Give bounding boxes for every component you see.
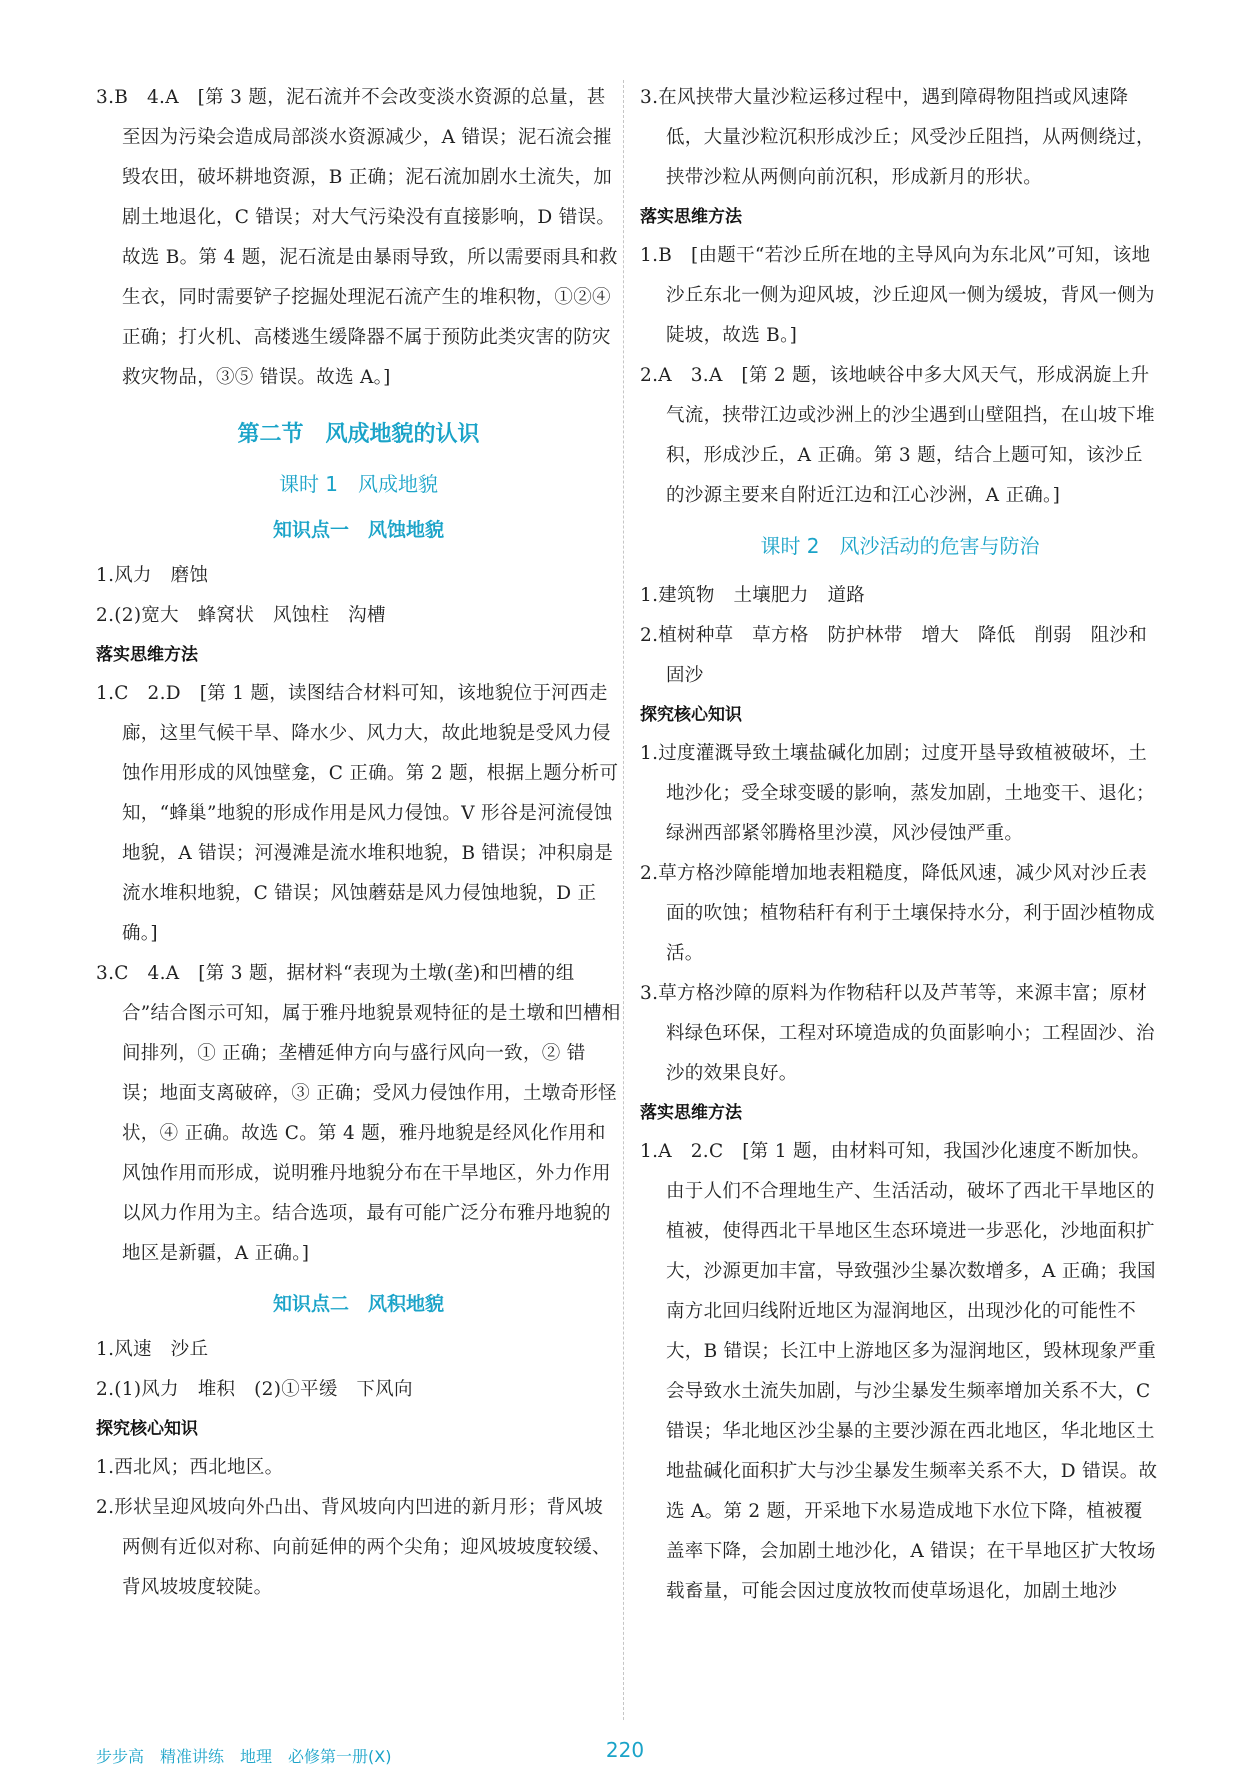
answer-paragraph: 1.B [由题干“若沙丘所在地的主导风向为东北风”可知，该地沙丘东北一侧为迎风坡，沙丘迎风一侧为缓坡，背风一侧为陡坡，故选 B。] [640,245,1155,346]
answer-item: 2.(1)风力 堆积 (2)①平缓 下风向 [96,1379,413,1400]
answer-item: 2.植树种草 草方格 防护林带 增大 降低 削弱 阻沙和固沙 [640,625,1148,686]
answer-item: 1.风力 磨蚀 [96,565,209,586]
page-number: 220 [605,1738,645,1762]
right-column [640,78,1160,1612]
subheading: 落实思维方法 [640,207,742,227]
answer-paragraph: 3.在风挟带大量沙粒运移过程中，遇到障碍物阻挡或风速降低，大量沙粒沉积形成沙丘；风受沙丘阻挡，从两侧绕过，挟带沙粒从两侧向前沉积，形成新月的形状。 [640,87,1155,188]
answer-paragraph: 3.草方格沙障的原料为作物秸秆以及芦苇等，来源丰富；原材料绿色环保，工程对环境造成的负面影响小；工程固沙、治沙的效果良好。 [640,983,1155,1084]
left-column [96,78,621,1608]
subheading: 落实思维方法 [640,1103,742,1123]
answer-paragraph: 3.B 4.A [第 3 题，泥石流并不会改变淡水资源的总量，甚至因为污染会造成局部淡水资源减少，A 错误；泥石流会摧毁农田，破坏耕地资源，B 正确；泥石流加剧水土流失，加剧土地退化，C 错误；对大气污染没有直接影响，D 错误。故选 B。第 4 题，泥石流是由暴雨导致，所以需要雨具和救生衣，同时需要铲子挖掘处理泥石流产生的堆积物，①②④ 正确；打火机、高楼逃生缓降器不属于预防此类灾害的防灾救灾物品，③⑤ 错误。故选 A。] [96,87,618,388]
answer-paragraph: 2.A 3.A [第 2 题，该地峡谷中多大风天气，形成涡旋上升气流，挟带江边或沙洲上的沙尘遇到山壁阻挡，在山坡下堆积，形成沙丘，A 正确。第 3 题，结合上题可知，该沙丘的沙源主要来自附近江边和江心沙洲，A 正确。] [640,365,1155,506]
answer-paragraph: 1.过度灌溉导致土壤盐碱化加剧；过度开垦导致植被破坏，土地沙化；受全球变暖的影响，蒸发加剧，土地变干、退化；绿洲西部紧邻腾格里沙漠，风沙侵蚀严重。 [640,743,1155,844]
answer-paragraph: 3.C 4.A [第 3 题，据材料“表现为土墩(垄)和凹槽的组合”结合图示可知，属于雅丹地貌景观特征的是土墩和凹槽相间排列，① 正确；垄槽延伸方向与盛行风向一致，② 错误；地面支离破碎，③ 正确；受风力侵蚀作用，土墩奇形怪状，④ 正确。故选 C。第 4 题，雅丹地貌是经风化作用和风蚀作用而形成，说明雅丹地貌分布在干旱地区，外力作用以风力作用为主。结合选项，最有可能广泛分布雅丹地貌的地区是新疆，A 正确。] [96,963,621,1264]
answer-item: 2.(2)宽大 蜂窝状 风蚀柱 沟槽 [96,605,386,626]
subheading: 探究核心知识 [96,1419,198,1439]
answer-item: 1.风速 沙丘 [96,1339,209,1360]
knowledge-point-title: 知识点一 风蚀地貌 [272,519,444,541]
book-series-footer: 步步高 精准讲练 地理 必修第一册(X) [96,1747,392,1766]
answer-item: 1.西北风；西北地区。 [96,1457,284,1478]
lesson-title: 课时 1 风成地貌 [278,472,439,496]
answer-paragraph: 1.A 2.C [第 1 题，由材料可知，我国沙化速度不断加快。由于人们不合理地生产、生活活动，破坏了西北干旱地区的植被，使得西北干旱地区生态环境进一步恶化，沙地面积扩大，沙源更加丰富，导致强沙尘暴次数增多，A 正确；我国南方北回归线附近地区为湿润地区，出现沙化的可能性不大，B 错误；长江中上游地区多为湿润地区，毁林现象严重会导致水土流失加剧，与沙尘暴发生频率增加关系不大，C 错误；华北地区沙尘暴的主要沙源在西北地区，华北地区土地盐碱化面积扩大与沙尘暴发生频率关系不大，D 错误。故选 A。第 2 题，开采地下水易造成地下水位下降，植被覆盖率下降，会加剧土地沙化，A 错误；在干旱地区扩大牧场载畜量，可能会因过度放牧而使草场退化，加剧土地沙 [640,1141,1158,1602]
knowledge-point-title: 知识点二 风积地貌 [272,1293,444,1315]
answer-paragraph: 1.C 2.D [第 1 题，读图结合材料可知，该地貌位于河西走廊，这里气候干旱、降水少、风力大，故此地貌是受风力侵蚀作用形成的风蚀壁龛，C 正确。第 2 题，根据上题分析可知，“蜂巢”地貌的形成作用是风力侵蚀。V 形谷是河流侵蚀地貌，A 错误；河漫滩是流水堆积地貌，B 错误；冲积扇是流水堆积地貌，C 错误；风蚀蘑菇是风力侵蚀地貌，D 正确。] [96,683,619,944]
answer-paragraph: 2.形状呈迎风坡向外凸出、背风坡向内凹进的新月形；背风坡两侧有近似对称、向前延伸的两个尖角；迎风坡坡度较缓、背风坡坡度较陡。 [96,1497,611,1598]
subheading: 探究核心知识 [640,705,742,725]
section-title: 第二节 风成地貌的认识 [237,422,480,447]
lesson-title: 课时 2 风沙活动的危害与防治 [760,534,1040,558]
answer-item: 1.建筑物 土壤肥力 道路 [640,585,866,606]
column-divider [623,80,624,1720]
subheading: 落实思维方法 [96,645,198,665]
answer-paragraph: 2.草方格沙障能增加地表粗糙度，降低风速，减少风对沙丘表面的吹蚀；植物秸秆有利于土壤保持水分，利于固沙植物成活。 [640,863,1155,964]
